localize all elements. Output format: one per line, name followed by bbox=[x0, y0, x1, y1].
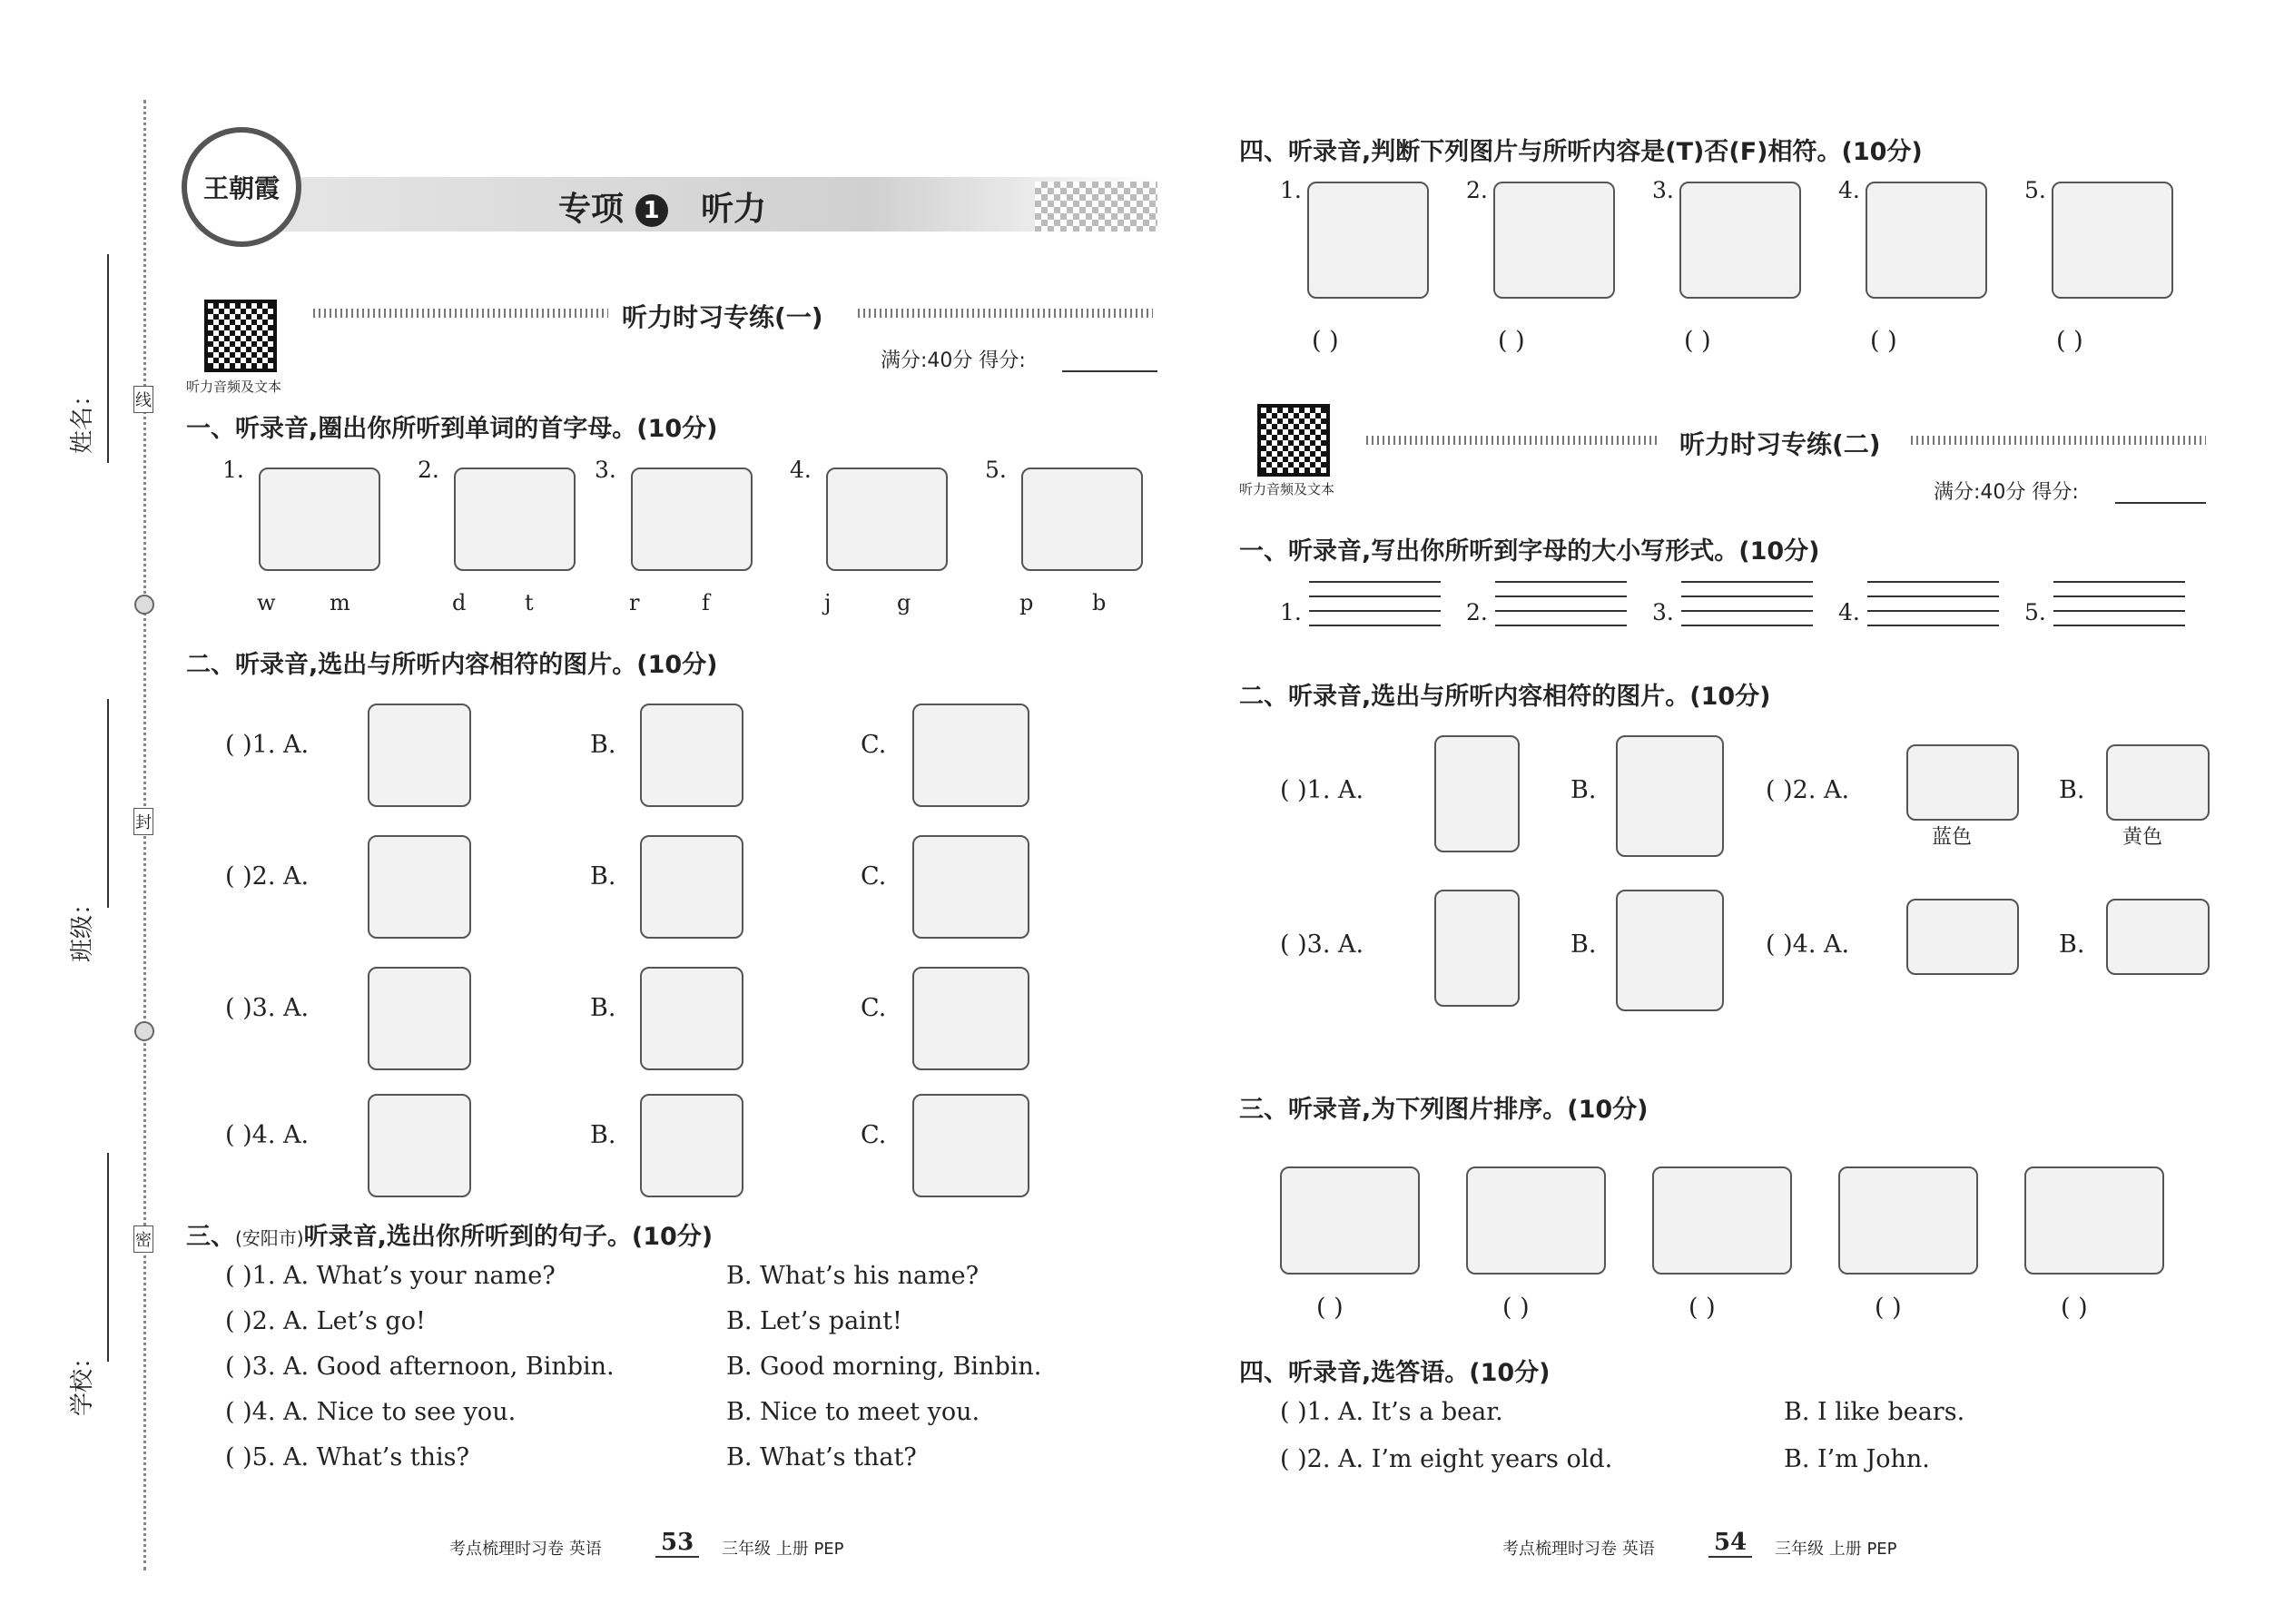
sentence-option-a[interactable]: ( )1. A. What’s your name? bbox=[225, 1262, 556, 1290]
sentence-option-b[interactable]: B. What’s his name? bbox=[726, 1262, 980, 1290]
class-label: 班级： bbox=[69, 891, 96, 962]
pen-icon bbox=[368, 967, 471, 1070]
item-number: 2. bbox=[1466, 599, 1488, 625]
question-heading: 三、(安阳市)听录音,选出你所听到的句子。(10分) bbox=[186, 1223, 714, 1251]
letter-writing-lines[interactable] bbox=[1495, 581, 1627, 639]
item-number: 2. bbox=[418, 457, 439, 483]
option-letter[interactable]: r bbox=[629, 590, 640, 615]
option-letter[interactable]: f bbox=[702, 590, 710, 615]
dotted-rule bbox=[858, 309, 1153, 318]
option-label: B. bbox=[590, 1121, 616, 1149]
pencil-icon bbox=[640, 967, 743, 1070]
page-number: 54 bbox=[1708, 1529, 1752, 1558]
option-letter[interactable]: m bbox=[330, 590, 350, 615]
answer-blank[interactable]: ( ) bbox=[1316, 1294, 1344, 1322]
answer-row-prefix[interactable]: ( )4. A. bbox=[1766, 930, 1850, 959]
answer-blank[interactable]: ( ) bbox=[1689, 1294, 1716, 1322]
book-icon bbox=[1434, 890, 1520, 1007]
foot-icon bbox=[631, 468, 753, 571]
qr-caption: 听力音频及文本 bbox=[186, 379, 282, 395]
sentence-option-a[interactable]: ( )2. A. Let’s go! bbox=[225, 1307, 426, 1335]
question-heading: 四、听录音,选答语。(10分) bbox=[1239, 1359, 1551, 1387]
letter-writing-lines[interactable] bbox=[1867, 581, 1999, 639]
item-number: 4. bbox=[1838, 599, 1860, 625]
image-caption: 黄色 bbox=[2122, 826, 2163, 849]
sentence-option-a[interactable]: ( )4. A. Nice to see you. bbox=[225, 1398, 517, 1426]
item-number: 5. bbox=[2024, 599, 2046, 625]
logo-badge bbox=[182, 127, 301, 247]
answer-row-prefix[interactable]: ( )1. A. bbox=[225, 731, 310, 759]
dog-shadow-icon bbox=[1466, 1166, 1606, 1275]
item-number: 2. bbox=[1466, 177, 1488, 203]
10-icon bbox=[912, 704, 1029, 807]
grandpa-icon bbox=[1307, 182, 1429, 299]
question-heading: 一、听录音,圈出你所听到单词的首字母。(10分) bbox=[186, 415, 718, 443]
hand-icon bbox=[368, 1094, 471, 1197]
answer-blank[interactable]: ( ) bbox=[1498, 327, 1525, 355]
page-title: 专项 1 听力 bbox=[558, 191, 767, 228]
option-letter[interactable]: p bbox=[1019, 590, 1034, 615]
dotted-rule bbox=[1366, 436, 1657, 445]
footer-left: 考点梳理时习卷 英语 bbox=[1502, 1540, 1655, 1559]
binding-circle-icon bbox=[134, 1021, 154, 1041]
seal-mark-2: 封 bbox=[133, 808, 153, 835]
logo-text: 王朝霞 bbox=[202, 173, 280, 203]
answer-blank[interactable]: ( ) bbox=[1312, 327, 1339, 355]
footer-left: 考点梳理时习卷 英语 bbox=[449, 1540, 602, 1559]
letter-writing-lines[interactable] bbox=[1681, 581, 1813, 639]
item-number: 1. bbox=[1280, 177, 1302, 203]
item-number: 3. bbox=[595, 457, 616, 483]
question-heading: 二、听录音,选出与所听内容相符的图片。(10分) bbox=[186, 651, 718, 679]
school-label: 学校： bbox=[69, 1344, 96, 1416]
item-number: 3. bbox=[1652, 177, 1674, 203]
sentence-option-a[interactable]: ( )3. A. Good afternoon, Binbin. bbox=[225, 1353, 615, 1381]
glass-icon bbox=[259, 468, 380, 571]
option-letter[interactable]: g bbox=[897, 590, 911, 615]
item-number: 5. bbox=[985, 457, 1007, 483]
option-label: B. bbox=[2059, 930, 2085, 959]
dotted-rule bbox=[1911, 436, 2206, 445]
seal-mark-1: 线 bbox=[133, 386, 153, 413]
qr-code-icon[interactable] bbox=[1257, 404, 1330, 477]
tiger-icon bbox=[1906, 899, 2019, 975]
footer-right: 三年级 上册 PEP bbox=[722, 1540, 844, 1559]
reply-option-a[interactable]: ( )1. A. It’s a bear. bbox=[1280, 1398, 1503, 1426]
ruler-icon bbox=[912, 967, 1029, 1070]
section-title: 听力时习专练(一) bbox=[622, 302, 823, 332]
option-label: B. bbox=[590, 994, 616, 1022]
answer-row-prefix[interactable]: ( )2. A. bbox=[1766, 776, 1850, 804]
item-number: 3. bbox=[1652, 599, 1674, 625]
footer-right: 三年级 上册 PEP bbox=[1775, 1540, 1897, 1559]
question-heading: 四、听录音,判断下列图片与所听内容是(T)否(F)相符。(10分) bbox=[1239, 138, 1923, 166]
qr-caption: 听力音频及文本 bbox=[1239, 481, 1335, 497]
pen-icon bbox=[1021, 468, 1143, 571]
answer-row-prefix[interactable]: ( )2. A. bbox=[225, 862, 310, 891]
binding-line bbox=[143, 100, 146, 1570]
school-underline bbox=[107, 1153, 109, 1362]
answer-blank[interactable]: ( ) bbox=[1684, 327, 1711, 355]
option-label: B. bbox=[1570, 930, 1597, 959]
name-label: 姓名： bbox=[69, 382, 96, 454]
panda-icon bbox=[368, 835, 471, 939]
option-label: C. bbox=[861, 862, 887, 891]
dog-icon bbox=[2106, 899, 2210, 975]
bag-icon bbox=[1616, 890, 1724, 1011]
tiger-icon bbox=[454, 468, 576, 571]
option-letter[interactable]: w bbox=[257, 590, 276, 615]
dotted-rule bbox=[313, 309, 608, 318]
monkey-icon bbox=[640, 835, 743, 939]
birds-icon bbox=[2052, 182, 2173, 299]
answer-row-prefix[interactable]: ( )3. A. bbox=[1280, 930, 1364, 959]
option-label: B. bbox=[590, 862, 616, 891]
class-underline bbox=[107, 699, 109, 908]
7-icon bbox=[640, 704, 743, 807]
item-number: 1. bbox=[1280, 599, 1302, 625]
option-label: C. bbox=[861, 1121, 887, 1149]
girl-drink-icon bbox=[1679, 182, 1801, 299]
reply-option-a[interactable]: ( )2. A. I’m eight years old. bbox=[1280, 1445, 1613, 1473]
option-label: C. bbox=[861, 731, 887, 759]
page-number: 53 bbox=[655, 1529, 699, 1558]
option-letter[interactable]: t bbox=[525, 590, 534, 615]
boy-stand-up-icon bbox=[1493, 182, 1615, 299]
sentence-option-b[interactable]: B. What’s that? bbox=[726, 1443, 917, 1471]
cat-icon bbox=[912, 835, 1029, 939]
banner-checker bbox=[1035, 182, 1157, 231]
paint-icon bbox=[2106, 744, 2210, 821]
name-underline bbox=[107, 254, 109, 463]
milk-icon bbox=[1434, 735, 1520, 852]
question-heading: 一、听录音,写出你所听到字母的大小写形式。(10分) bbox=[1239, 537, 1820, 566]
letter-writing-lines[interactable] bbox=[1309, 581, 1441, 639]
item-number: 4. bbox=[790, 457, 812, 483]
section-title: 听力时习专练(二) bbox=[1679, 429, 1881, 459]
option-label: B. bbox=[2059, 776, 2085, 804]
letter-writing-lines[interactable] bbox=[2053, 581, 2185, 639]
boy-touch-icon bbox=[1866, 182, 1987, 299]
option-label: C. bbox=[861, 994, 887, 1022]
option-letter[interactable]: d bbox=[452, 590, 467, 615]
ear-icon bbox=[640, 1094, 743, 1197]
car-icon bbox=[826, 468, 948, 571]
item-number: 4. bbox=[1838, 177, 1860, 203]
answer-blank[interactable]: ( ) bbox=[2061, 1294, 2088, 1322]
boy-shy-icon bbox=[2024, 1166, 2164, 1275]
answer-blank[interactable]: ( ) bbox=[1502, 1294, 1530, 1322]
qr-code-icon[interactable] bbox=[204, 300, 277, 372]
option-letter[interactable]: b bbox=[1092, 590, 1107, 615]
question-heading: 三、听录音,为下列图片排序。(10分) bbox=[1239, 1096, 1649, 1124]
score-line: 满分:40分 得分: bbox=[1934, 481, 2079, 504]
sentence-option-b[interactable]: B. Good morning, Binbin. bbox=[726, 1353, 1042, 1381]
item-number: 1. bbox=[222, 457, 244, 483]
boy-drink-icon bbox=[1652, 1166, 1792, 1275]
sentence-option-b[interactable]: B. Let’s paint! bbox=[726, 1307, 902, 1335]
girl-wave-icon bbox=[1838, 1166, 1978, 1275]
juice-icon bbox=[1616, 735, 1724, 857]
question-heading: 二、听录音,选出与所听内容相符的图片。(10分) bbox=[1239, 683, 1771, 711]
sentence-option-a[interactable]: ( )5. A. What’s this? bbox=[225, 1443, 469, 1471]
paint-icon bbox=[1906, 744, 2019, 821]
answer-row-prefix[interactable]: ( )1. A. bbox=[1280, 776, 1364, 804]
answer-blank[interactable]: ( ) bbox=[1870, 327, 1897, 355]
score-blank[interactable] bbox=[1062, 370, 1157, 372]
binding-circle-icon bbox=[134, 595, 154, 615]
seal-mark-3: 密 bbox=[133, 1225, 153, 1253]
option-letter[interactable]: j bbox=[824, 590, 832, 615]
option-label: B. bbox=[590, 731, 616, 759]
title-number-badge: 1 bbox=[635, 194, 668, 227]
score-blank[interactable] bbox=[2115, 502, 2206, 504]
answer-blank[interactable]: ( ) bbox=[2056, 327, 2083, 355]
answer-row-prefix[interactable]: ( )3. A. bbox=[225, 994, 310, 1022]
family-icon bbox=[1280, 1166, 1420, 1275]
region-tag: (安阳市) bbox=[235, 1227, 304, 1249]
answer-blank[interactable]: ( ) bbox=[1875, 1294, 1902, 1322]
reply-option-b[interactable]: B. I’m John. bbox=[1784, 1445, 1930, 1473]
9-icon bbox=[368, 704, 471, 807]
item-number: 5. bbox=[2024, 177, 2046, 203]
reply-option-b[interactable]: B. I like bears. bbox=[1784, 1398, 1965, 1426]
sentence-option-b[interactable]: B. Nice to meet you. bbox=[726, 1398, 980, 1426]
score-line: 满分:40分 得分: bbox=[881, 349, 1026, 372]
image-caption: 蓝色 bbox=[1932, 826, 1973, 849]
option-label: B. bbox=[1570, 776, 1597, 804]
answer-row-prefix[interactable]: ( )4. A. bbox=[225, 1121, 310, 1149]
eye-icon bbox=[912, 1094, 1029, 1197]
